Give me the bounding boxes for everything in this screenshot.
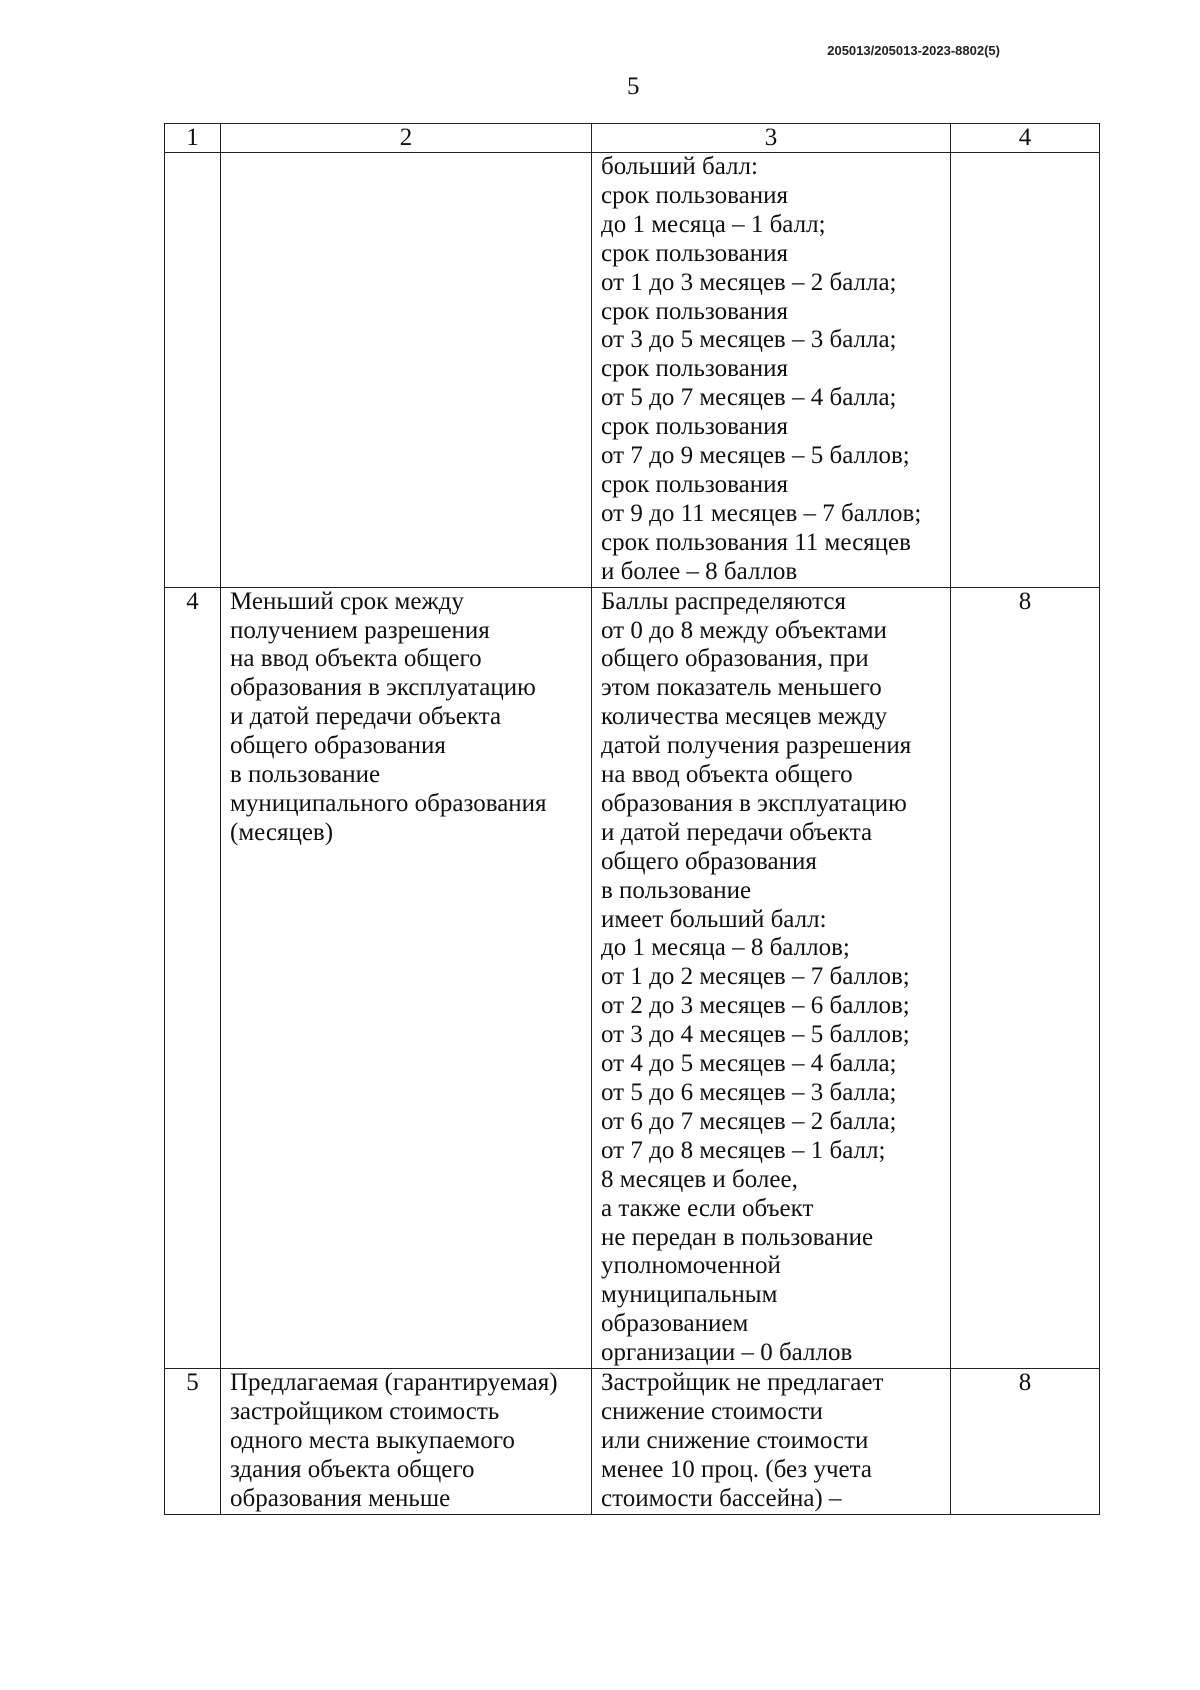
scoring-description-line: не передан в пользование: [601, 1223, 874, 1251]
scoring-description-line: срок пользования: [601, 297, 788, 325]
scoring-description-line: от 6 до 7 месяцев – 2 балла;: [601, 1107, 897, 1135]
document-id: 205013/205013-2023-8802(5): [827, 43, 1000, 58]
max-score-cell: [951, 153, 1100, 588]
scoring-description-line: срок пользования: [601, 470, 788, 498]
scoring-description-line: от 5 до 7 месяцев – 4 балла;: [601, 384, 897, 412]
scoring-description-line: организации – 0 баллов: [601, 1339, 853, 1367]
criterion-name-line: (месяцев): [230, 818, 334, 846]
scoring-description-line: а также если объект: [601, 1194, 814, 1222]
criterion-name-cell: [221, 1369, 592, 1515]
scoring-description-line: на ввод объекта общего: [601, 761, 853, 789]
criteria-table: [164, 123, 1100, 1515]
criterion-name-line: общего образования: [230, 732, 446, 760]
table-body: [165, 153, 1100, 1515]
criterion-name-line: одного места выкупаемого: [230, 1426, 515, 1454]
criterion-name-line: здания объекта общего: [230, 1455, 475, 1483]
table-header-row: [165, 124, 1100, 153]
criterion-name-line: муниципального образования: [230, 789, 547, 817]
column-header-4: 4: [951, 124, 1100, 153]
scoring-description-line: от 1 до 2 месяцев – 7 баллов;: [601, 963, 910, 991]
criterion-name-cell: [221, 587, 592, 1368]
scoring-description-line: от 2 до 3 месяцев – 6 баллов;: [601, 992, 910, 1020]
scoring-description-cell: [592, 153, 951, 588]
criterion-name-line: в пользование: [230, 761, 381, 789]
scoring-description-cell: [592, 1369, 951, 1515]
scoring-description-line: срок пользования: [601, 239, 788, 267]
scoring-description-line: этом показатель меньшего: [601, 674, 882, 702]
max-score-cell: 8: [951, 587, 1100, 1368]
column-header-3: 3: [592, 124, 951, 153]
scoring-description-line: больший балл:: [601, 153, 758, 180]
row-number-cell: 4: [165, 587, 221, 1368]
criterion-name-cell: [221, 153, 592, 588]
scoring-description-line: имеет больший балл:: [601, 905, 827, 933]
criterion-name-line: на ввод объекта общего: [230, 645, 482, 673]
scoring-description-line: образования в эксплуатацию: [601, 789, 907, 817]
page-number: 5: [627, 73, 640, 100]
scoring-description-line: срок пользования: [601, 413, 788, 441]
row-number-cell: [165, 153, 221, 588]
scoring-description-line: от 9 до 11 месяцев – 7 баллов;: [601, 499, 922, 527]
scoring-description-line: срок пользования: [601, 355, 788, 383]
scoring-description-line: общего образования: [601, 847, 817, 875]
criterion-name-line: образования меньше: [230, 1484, 451, 1512]
scoring-description-line: срок пользования 11 месяцев: [601, 528, 911, 556]
criterion-name-line: застройщиком стоимость: [230, 1397, 500, 1425]
table-row: [165, 587, 1100, 1368]
scoring-description-line: стоимости бассейна) –: [601, 1484, 842, 1512]
scoring-description-line: от 7 до 9 месяцев – 5 баллов;: [601, 442, 910, 470]
scoring-description-line: или снижение стоимости: [601, 1426, 869, 1454]
scoring-description-line: от 1 до 3 месяцев – 2 балла;: [601, 268, 897, 296]
criterion-name-line: получением разрешения: [230, 616, 490, 644]
scoring-description-line: количества месяцев между: [601, 703, 888, 731]
scoring-description-line: и датой передачи объекта: [601, 818, 873, 846]
scoring-description-line: до 1 месяца – 1 балл;: [601, 210, 826, 238]
scoring-description-line: 8 месяцев и более,: [601, 1165, 798, 1193]
scoring-description-line: уполномоченной: [601, 1252, 781, 1280]
scoring-description-line: от 7 до 8 месяцев – 1 балл;: [601, 1136, 886, 1164]
scoring-description-line: датой получения разрешения: [601, 732, 912, 760]
table-row: [165, 153, 1100, 588]
scoring-description-cell: [592, 587, 951, 1368]
criterion-name-line: Меньший срок между: [230, 587, 464, 615]
column-header-2: 2: [221, 124, 592, 153]
scoring-description-line: образованием: [601, 1310, 749, 1338]
criterion-name-line: образования в эксплуатацию: [230, 674, 536, 702]
scoring-description-line: общего образования, при: [601, 645, 869, 673]
scoring-description-line: от 3 до 4 месяцев – 5 баллов;: [601, 1021, 910, 1049]
scoring-description-line: снижение стоимости: [601, 1397, 823, 1425]
scoring-description-line: менее 10 проц. (без учета: [601, 1455, 872, 1483]
scoring-description-line: до 1 месяца – 8 баллов;: [601, 934, 850, 962]
scoring-description-line: от 4 до 5 месяцев – 4 балла;: [601, 1050, 897, 1078]
table-row: [165, 1369, 1100, 1515]
scoring-description-line: срок пользования: [601, 181, 788, 209]
scoring-description-line: от 3 до 5 месяцев – 3 балла;: [601, 326, 897, 354]
scoring-description-line: в пользование: [601, 876, 752, 904]
scoring-description-line: от 5 до 6 месяцев – 3 балла;: [601, 1079, 897, 1106]
max-score-cell: 8: [951, 1369, 1100, 1515]
criterion-name-line: и датой передачи объекта: [230, 703, 502, 731]
scoring-description-line: муниципальным: [601, 1281, 778, 1309]
scoring-description-line: и более – 8 баллов: [601, 557, 798, 585]
column-header-1: 1: [165, 124, 221, 153]
scoring-description-line: Баллы распределяются: [601, 587, 846, 615]
scoring-description-line: от 0 до 8 между объектами: [601, 616, 887, 644]
scoring-description-line: Застройщик не предлагает: [601, 1369, 884, 1397]
criterion-name-line: Предлагаемая (гарантируемая): [230, 1369, 558, 1397]
row-number-cell: 5: [165, 1369, 221, 1515]
